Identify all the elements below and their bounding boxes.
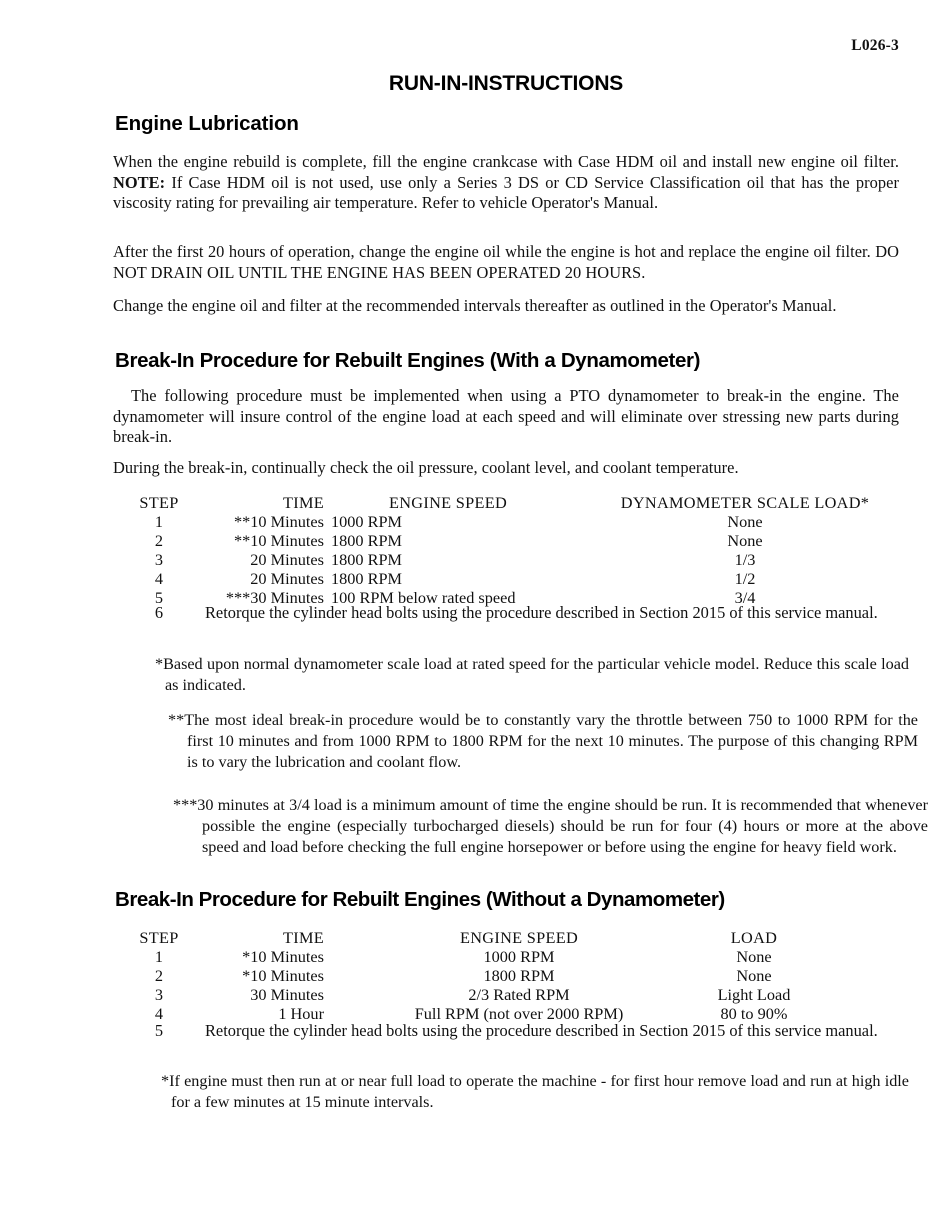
cell-step: 6: [154, 603, 164, 622]
cell-step: 5: [154, 588, 164, 607]
cell-step: 2: [154, 531, 164, 550]
table-row: [113, 985, 899, 1004]
cell-time: **10 Minutes: [233, 531, 324, 550]
cell-engine-speed: 1000 RPM: [483, 947, 555, 966]
heading-break-in-with-dynamometer: Break-In Procedure for Rebuilt Engines (With a Dynamometer): [115, 349, 701, 372]
cell-load: 3/4: [734, 588, 756, 607]
note-label: NOTE:: [113, 172, 166, 192]
cell-time: 1 Hour: [278, 1004, 324, 1023]
table-row: [113, 569, 899, 588]
cell-time: **10 Minutes: [233, 512, 324, 531]
cell-load: 80 to 90%: [720, 1004, 788, 1023]
column-header-step: STEP: [139, 928, 179, 947]
paragraph-with-dynamometer-2: During the break-in, continually check the oil pressure, coolant level, and coolant temperature.: [113, 458, 739, 477]
paragraph-lubrication-3: Change the engine oil and filter at the recommended intervals thereafter as outlined in the Operator's Manual.: [113, 296, 837, 315]
cell-engine-speed: 1800 RPM: [331, 531, 403, 550]
cell-time: *10 Minutes: [242, 947, 324, 966]
table-row-retorque-without-dynamometer: [113, 1021, 899, 1041]
table-header-row: [113, 493, 899, 512]
cell-load: None: [736, 947, 772, 966]
column-header-time: TIME: [283, 928, 324, 947]
paragraph-lubrication-1: [113, 152, 899, 214]
paragraph-with-dynamometer-1: The following procedure must be implemented when using a PTO dynamometer to break-in the engine. The dynamometer will insure control of the engine load at each speed and will eliminate over stressing new parts during break-in.: [113, 386, 899, 447]
table-row: [113, 531, 899, 550]
cell-load: 1/2: [734, 569, 756, 588]
column-header-time: TIME: [283, 493, 324, 512]
table-row: [113, 947, 899, 966]
footnote-single-asterisk: *Based upon normal dynamometer scale load at rated speed for the particular vehicle model. Reduce this scale load as indicated.: [155, 655, 909, 694]
cell-time: ***30 Minutes: [225, 588, 324, 607]
table-row: [113, 512, 899, 531]
cell-step: 1: [154, 512, 164, 531]
cell-step: 4: [154, 1004, 164, 1023]
paragraph-lubrication-1-part-b: If Case HDM oil is not used, use only a Series 3 DS or CD Service Classification oil that has the proper viscosity rating for prevailing air temperature. Refer to vehicle Operator's Manual.: [113, 172, 899, 213]
cell-load: None: [736, 966, 772, 985]
cell-time: 20 Minutes: [250, 569, 324, 588]
cell-engine-speed: Full RPM (not over 2000 RPM): [414, 1004, 624, 1023]
cell-load: None: [727, 512, 763, 531]
cell-step: 4: [154, 569, 164, 588]
cell-step: 1: [154, 947, 164, 966]
cell-load: Light Load: [717, 985, 791, 1004]
page-number: L026-3: [851, 37, 899, 54]
cell-engine-speed: 100 RPM below rated speed: [331, 588, 516, 607]
cell-load: None: [727, 531, 763, 550]
column-header-step: STEP: [139, 493, 179, 512]
column-header-dynamometer-scale-load: DYNAMOMETER SCALE LOAD*: [620, 493, 870, 512]
paragraph-lubrication-2: After the first 20 hours of operation, change the engine oil while the engine is hot and replace the engine oil filter. DO NOT DRAIN OIL UNTIL THE ENGINE HAS BEEN OPERATED 20 HOURS.: [113, 242, 899, 282]
cell-load: 1/3: [734, 550, 756, 569]
cell-time: 30 Minutes: [250, 985, 324, 1004]
cell-instruction: Retorque the cylinder head bolts using the procedure described in Section 2015 of this service manual.: [205, 603, 878, 622]
cell-engine-speed: 2/3 Rated RPM: [468, 985, 570, 1004]
cell-step: 3: [154, 985, 164, 1004]
page-title: RUN-IN-INSTRUCTIONS: [388, 72, 624, 95]
heading-engine-lubrication: Engine Lubrication: [115, 112, 299, 135]
cell-engine-speed: 1800 RPM: [483, 966, 555, 985]
table-row-retorque-with-dynamometer: [113, 603, 899, 623]
cell-step: 2: [154, 966, 164, 985]
paragraph-lubrication-1-part-a: When the engine rebuild is complete, fill the engine crankcase with Case HDM oil and install new engine oil filter.: [113, 152, 899, 171]
footnote-double-asterisk: **The most ideal break-in procedure would be to constantly vary the throttle between 750 to 1000 RPM for the first 10 minutes and from 1000 RPM to 1800 RPM for the next 10 minutes. The purpose of this changing RPM is to vary the lubrication and coolant flow.: [168, 711, 918, 771]
cell-time: *10 Minutes: [242, 966, 324, 985]
cell-time: 20 Minutes: [250, 550, 324, 569]
column-header-load: LOAD: [730, 928, 778, 947]
table-with-dynamometer: [113, 493, 899, 607]
table-row: [113, 550, 899, 569]
table-row: [113, 966, 899, 985]
footnote-triple-asterisk: ***30 minutes at 3/4 load is a minimum amount of time the engine should be run. It is recommended that whenever possible the engine (especially turbocharged diesels) should be run for four (4) hours or more at the above speed and load before checking the full engine horsepower or before using the engine for heavy field work.: [173, 796, 928, 856]
footnote-without-dynamometer-single-asterisk: *If engine must then run at or near full load to operate the machine - for first hour remove load and run at high idle for a few minutes at 15 minute intervals.: [161, 1072, 909, 1111]
cell-engine-speed: 1800 RPM: [331, 550, 403, 569]
cell-step: 3: [154, 550, 164, 569]
table-without-dynamometer: [113, 928, 899, 1023]
table-header-row: [113, 928, 899, 947]
column-header-engine-speed: ENGINE SPEED: [459, 928, 578, 947]
heading-break-in-without-dynamometer: Break-In Procedure for Rebuilt Engines (Without a Dynamometer): [115, 888, 725, 911]
cell-engine-speed: 1800 RPM: [331, 569, 403, 588]
cell-step: 5: [154, 1021, 164, 1040]
column-header-engine-speed: ENGINE SPEED: [389, 493, 508, 512]
cell-engine-speed: 1000 RPM: [331, 512, 403, 531]
cell-instruction: Retorque the cylinder head bolts using the procedure described in Section 2015 of this service manual.: [205, 1021, 878, 1040]
